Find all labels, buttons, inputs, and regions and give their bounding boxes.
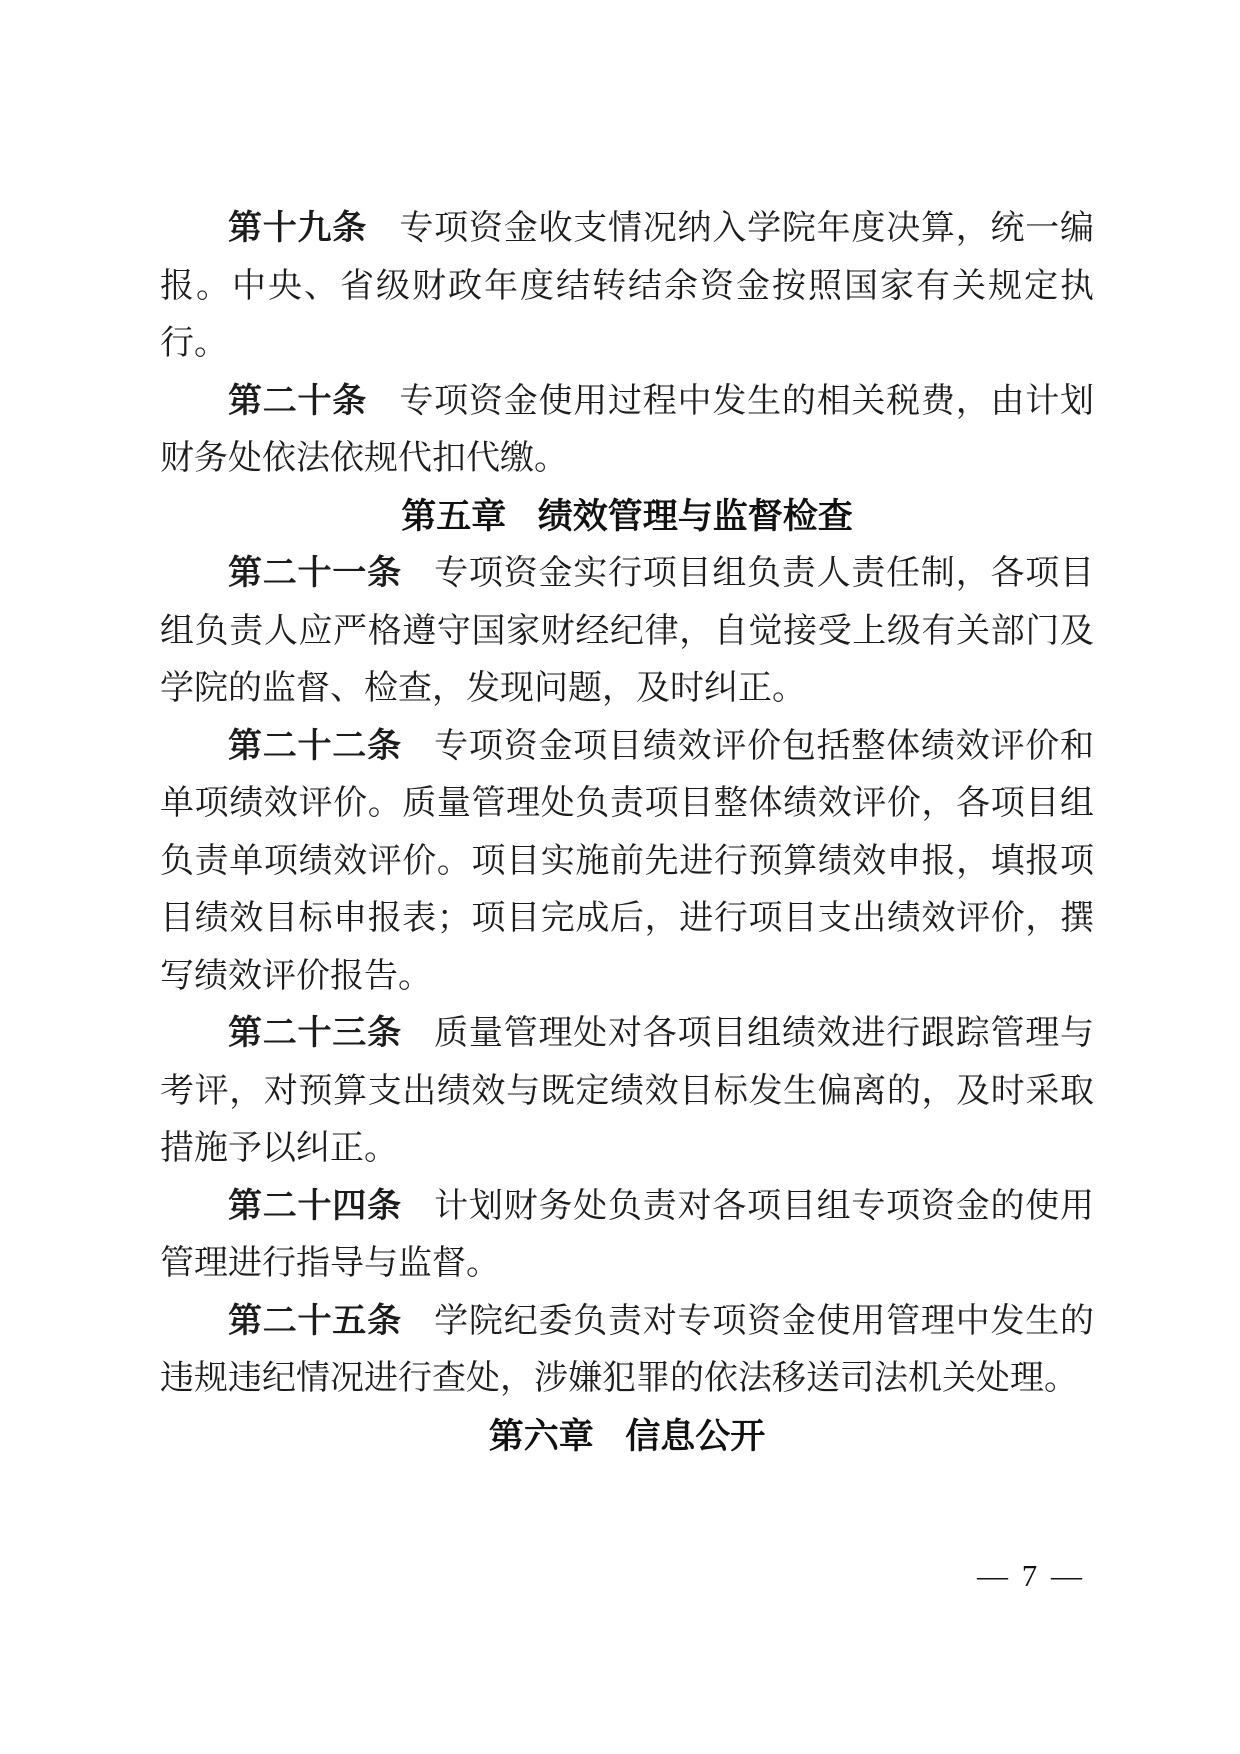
article-paragraph-22 — [160, 718, 1094, 1006]
chapter-title: 信息公开 — [625, 1416, 766, 1456]
chapter-number: 第六章 — [488, 1416, 594, 1456]
chapter-heading-6 — [160, 1408, 1094, 1466]
article-number: 第二十二条 — [228, 727, 402, 765]
page-number: — 7 — — [977, 1558, 1082, 1593]
article-text: 专项资金项目绩效评价包括整体绩效评价和单项绩效评价。质量管理处负责项目整体绩效评价，各项目组负责单项绩效评价。项目实施前先进行预算绩效申报，填报项目绩效目标申报表；项目完成后，进行项目支出绩效评价，撰写绩效评价报告。 — [160, 727, 1095, 995]
article-text: 专项资金收支情况纳入学院年度决算，统一编报。中央、省级财政年度结转结余资金按照国家有关规定执行。 — [160, 210, 1095, 362]
article-paragraph-19 — [160, 200, 1094, 373]
article-number: 第二十三条 — [228, 1015, 402, 1052]
article-text: 质量管理处对各项目组绩效进行跟踪管理与考评，对预算支出绩效与既定绩效目标发生偏离的，及时采取措施予以纠正。 — [160, 1015, 1095, 1167]
article-number: 第二十条 — [228, 382, 368, 420]
article-text: 专项资金实行项目组负责人责任制，各项目组负责人应严格遵守国家财经纪律，自觉接受上级有关部门及学院的监督、检查，发现问题，及时纠正。 — [160, 555, 1095, 707]
chapter-number: 第五章 — [401, 496, 507, 536]
article-number: 第二十一条 — [228, 555, 402, 592]
document-body — [160, 200, 1094, 1465]
article-paragraph-21 — [160, 545, 1094, 718]
article-number: 第二十四条 — [228, 1187, 402, 1225]
chapter-heading-5 — [160, 488, 1094, 546]
article-paragraph-24 — [160, 1178, 1094, 1293]
article-text: 学院纪委负责对专项资金使用管理中发生的违规违纪情况进行查处，涉嫌犯罪的依法移送司法机关处理。 — [160, 1302, 1095, 1397]
article-text: 计划财务处负责对各项目组专项资金的使用管理进行指导与监督。 — [160, 1187, 1095, 1282]
article-paragraph-20 — [160, 373, 1094, 488]
article-paragraph-23 — [160, 1005, 1094, 1178]
chapter-title: 绩效管理与监督检查 — [537, 496, 853, 536]
article-paragraph-25 — [160, 1293, 1094, 1408]
article-text: 专项资金使用过程中发生的相关税费，由计划财务处依法依规代扣代缴。 — [160, 382, 1095, 477]
article-number: 第十九条 — [228, 210, 368, 247]
article-number: 第二十五条 — [228, 1302, 402, 1340]
